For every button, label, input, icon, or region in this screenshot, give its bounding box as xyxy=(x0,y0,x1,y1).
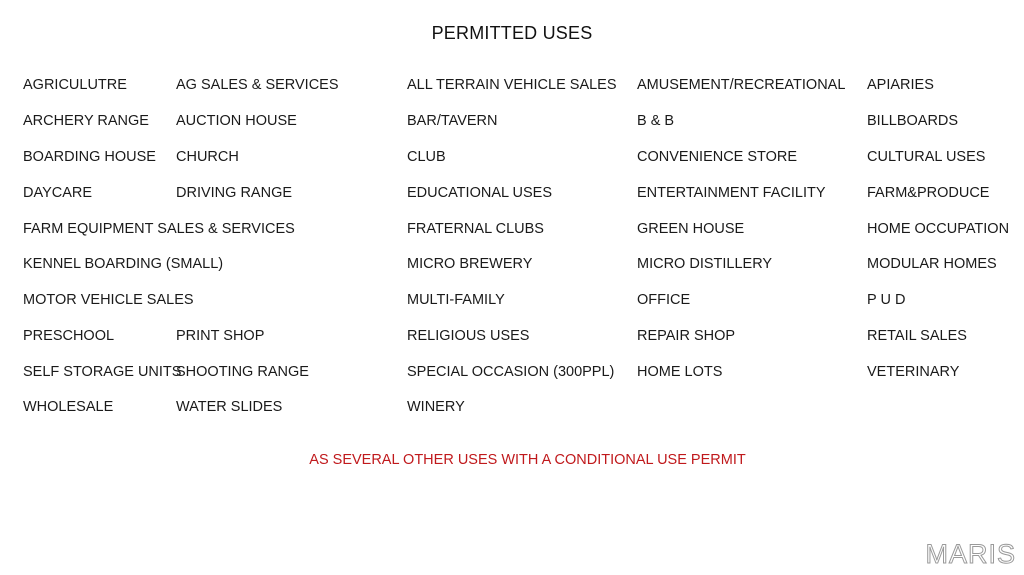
use-cultural-uses: CULTURAL USES xyxy=(867,149,986,165)
use-driving-range: DRIVING RANGE xyxy=(176,185,293,201)
use-bnb: B & B xyxy=(637,113,675,129)
use-apiaries: APIARIES xyxy=(867,77,934,93)
use-daycare: DAYCARE xyxy=(23,185,93,201)
use-green-house: GREEN HOUSE xyxy=(637,221,745,237)
use-boarding-house: BOARDING HOUSE xyxy=(23,149,156,165)
use-preschool: PRESCHOOL xyxy=(23,328,115,344)
use-veterinary: VETERINARY xyxy=(867,364,960,380)
page-title: PERMITTED USES xyxy=(431,23,593,43)
use-modular-homes: MODULAR HOMES xyxy=(867,256,997,272)
use-wholesale: WHOLESALE xyxy=(23,399,114,415)
conditional-use-note: AS SEVERAL OTHER USES WITH A CONDITIONAL USE PERMIT xyxy=(309,452,746,468)
use-home-lots: HOME LOTS xyxy=(637,364,723,380)
use-office: OFFICE xyxy=(637,292,691,308)
use-retail-sales: RETAIL SALES xyxy=(867,328,967,344)
use-home-occupation: HOME OCCUPATION xyxy=(867,221,1010,237)
use-repair-shop: REPAIR SHOP xyxy=(637,328,736,344)
use-shooting-range: SHOOTING RANGE xyxy=(176,364,309,380)
maris-watermark: MARIS xyxy=(925,539,1016,569)
use-fraternal-clubs: FRATERNAL CLUBS xyxy=(407,221,544,237)
use-archery-range: ARCHERY RANGE xyxy=(23,113,149,129)
use-convenience-store: CONVENIENCE STORE xyxy=(637,149,798,165)
use-farm-equipment: FARM EQUIPMENT SALES & SERVICES xyxy=(23,221,295,237)
use-bar-tavern: BAR/TAVERN xyxy=(407,113,498,129)
use-church: CHURCH xyxy=(176,149,239,165)
use-micro-brewery: MICRO BREWERY xyxy=(407,256,533,272)
use-print-shop: PRINT SHOP xyxy=(176,328,265,344)
use-entertainment-facility: ENTERTAINMENT FACILITY xyxy=(637,185,826,201)
use-agriculture: AGRICULUTRE xyxy=(23,77,127,93)
use-micro-distillery: MICRO DISTILLERY xyxy=(637,256,773,272)
use-kennel-boarding: KENNEL BOARDING (SMALL) xyxy=(23,256,224,272)
use-billboards: BILLBOARDS xyxy=(867,113,959,129)
use-auction-house: AUCTION HOUSE xyxy=(176,113,297,129)
use-ag-sales: AG SALES & SERVICES xyxy=(176,77,339,93)
use-motor-vehicle-sales: MOTOR VEHICLE SALES xyxy=(23,292,194,308)
use-farm-produce: FARM&PRODUCE xyxy=(867,185,990,201)
use-water-slides: WATER SLIDES xyxy=(176,399,283,415)
use-club: CLUB xyxy=(407,149,446,165)
use-winery: WINERY xyxy=(407,399,465,415)
use-multi-family: MULTI-FAMILY xyxy=(407,292,505,308)
use-special-occasion: SPECIAL OCCASION (300PPL) xyxy=(407,364,615,380)
use-pud: P U D xyxy=(867,292,906,308)
use-amusement: AMUSEMENT/RECREATIONAL xyxy=(637,77,846,93)
use-self-storage: SELF STORAGE UNITS xyxy=(23,364,182,380)
use-atv-sales: ALL TERRAIN VEHICLE SALES xyxy=(407,77,617,93)
use-religious-uses: RELIGIOUS USES xyxy=(407,328,530,344)
use-educational-uses: EDUCATIONAL USES xyxy=(407,185,553,201)
